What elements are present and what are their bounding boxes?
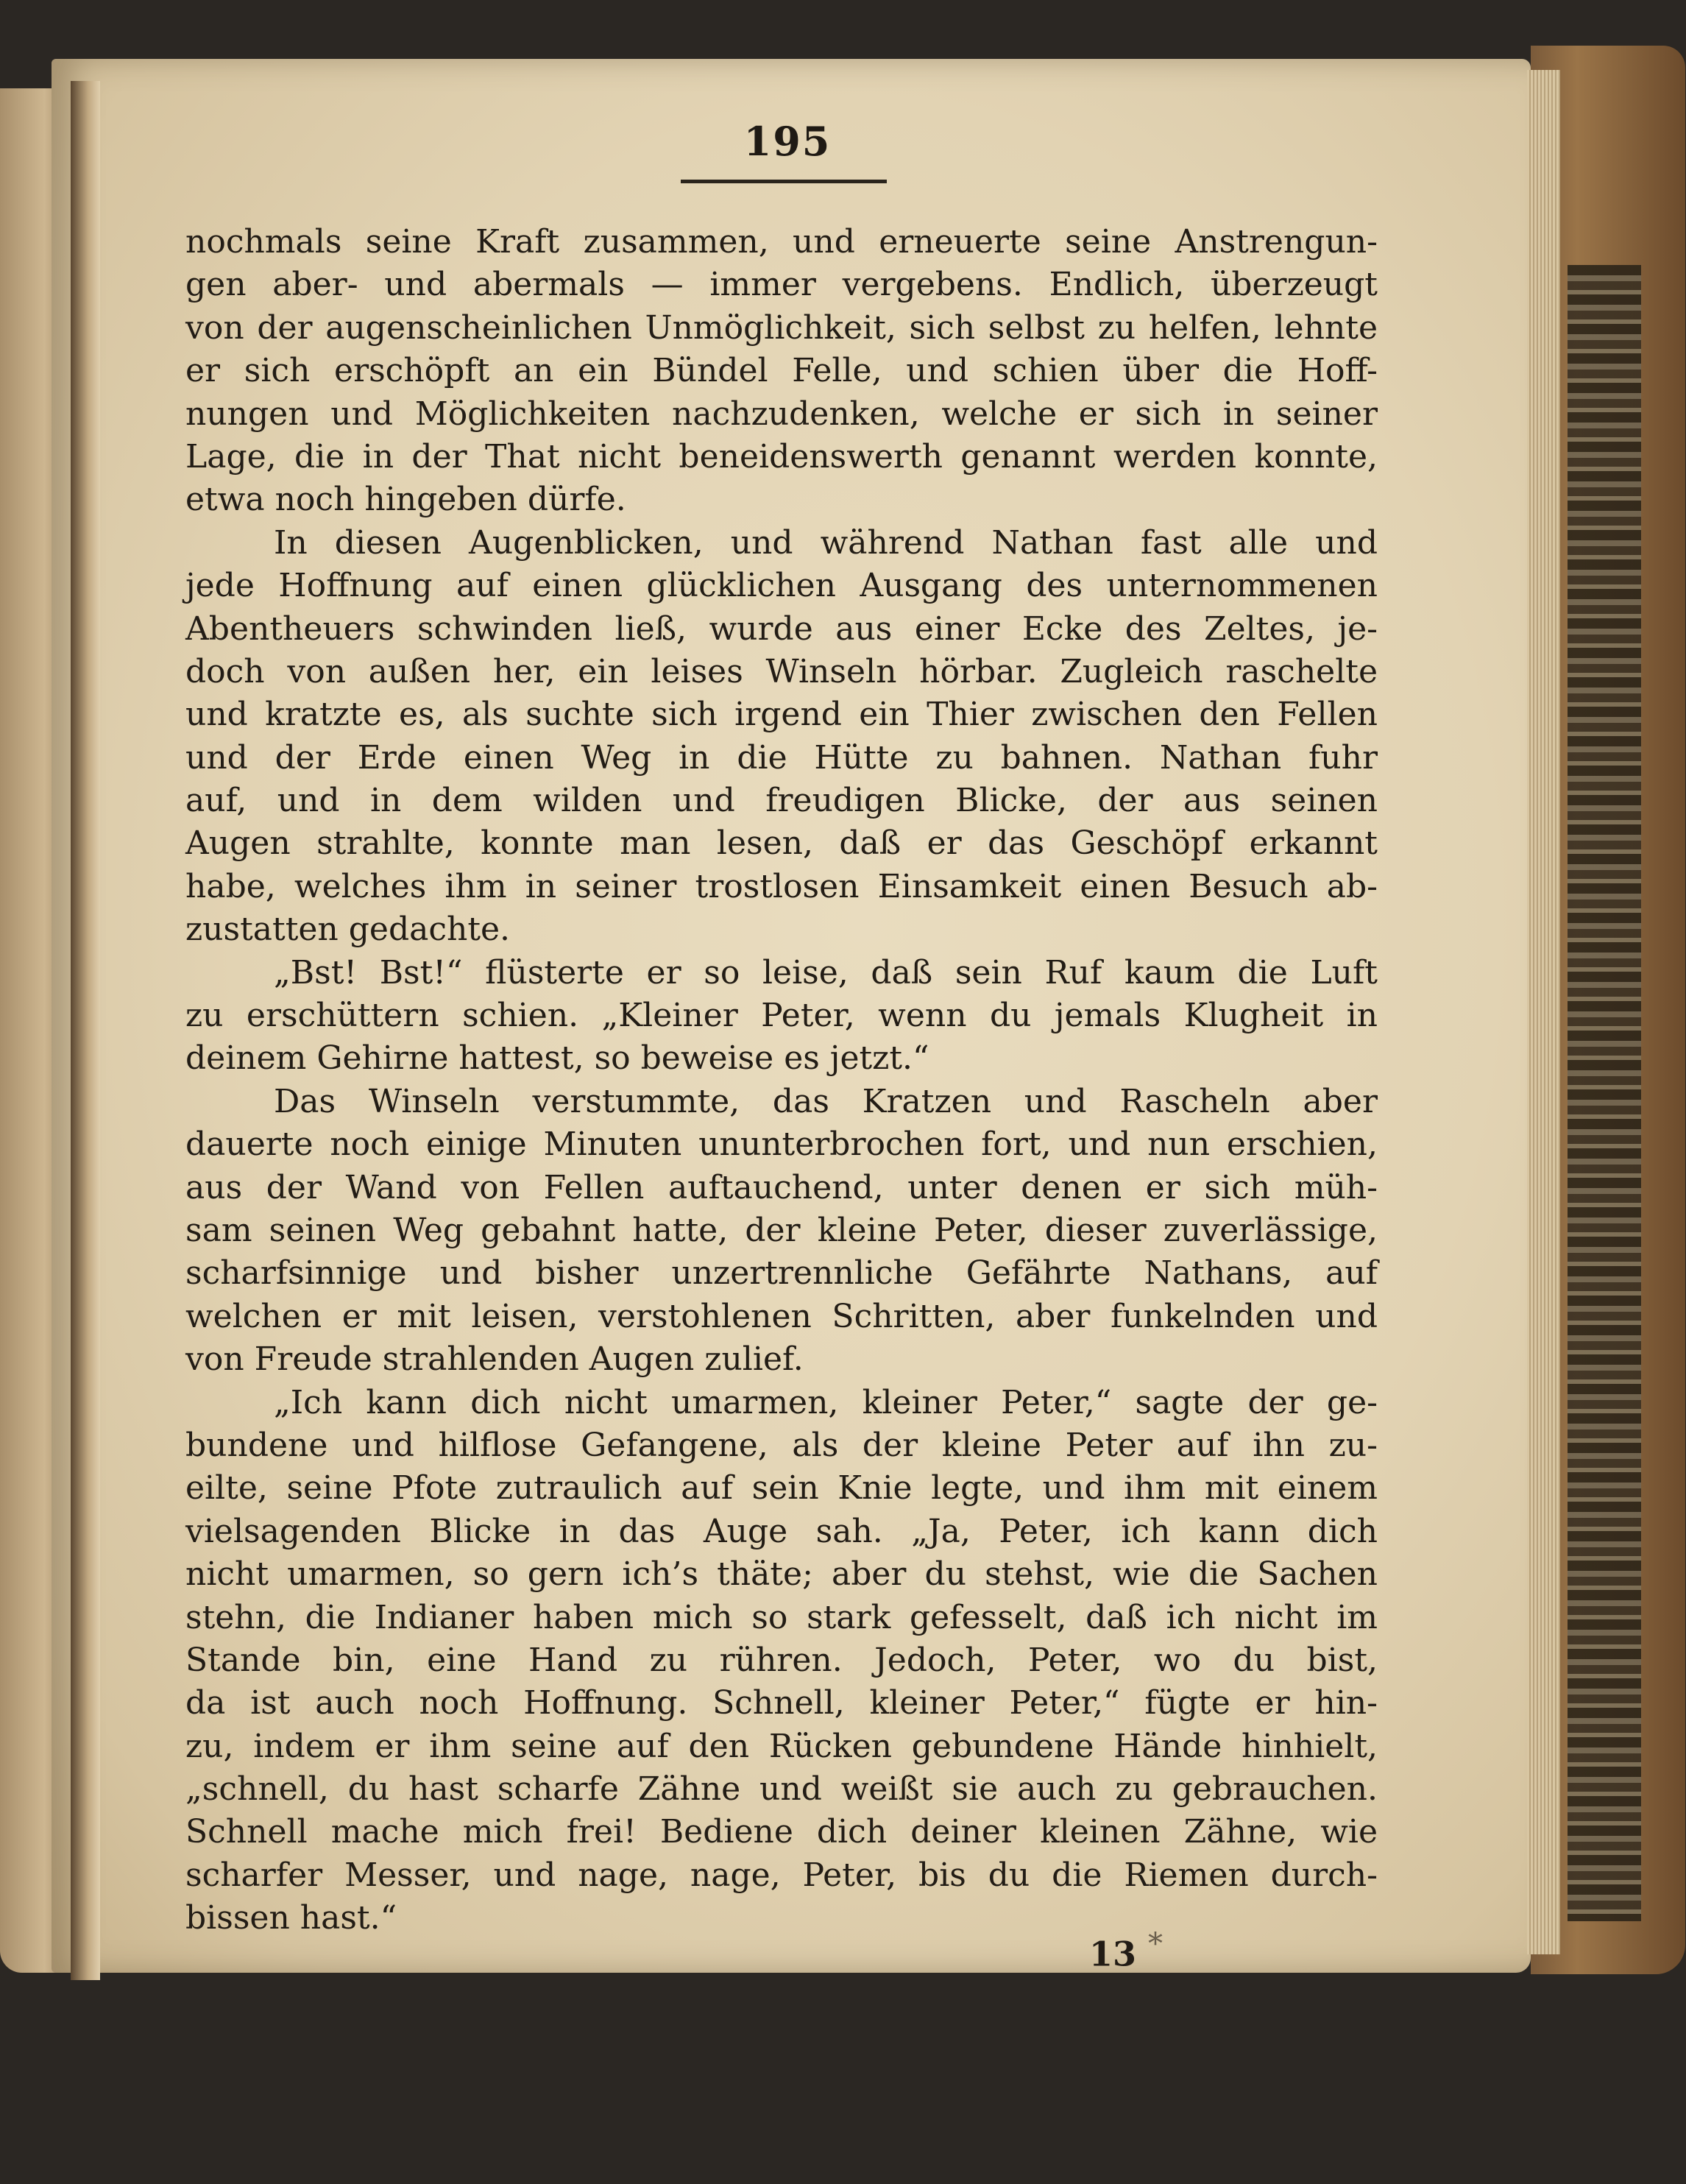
text-line: „schnell, du hast scharfe Zähne und weißt sie auch zu gebrauchen. [185,1770,1378,1809]
text-line: bundene und hilflose Gefangene, als der kleine Peter auf ihn zu- [185,1426,1378,1464]
text-line: Schnell mache mich frei! Bediene dich deiner kleinen Zähne, wie [185,1813,1378,1851]
text-line: nicht umarmen, so gern ich’s thäte; aber du stehst, wie die Sachen [185,1555,1378,1594]
text-line: zu, indem er ihm seine auf den Rücken gebundene Hände hinhielt, [185,1727,1378,1765]
page-number-rule [681,180,887,183]
text-line: vielsagenden Blicke in das Auge sah. „Ja, Peter, ich kann dich [185,1512,1378,1550]
text-line: „Bst! Bst!“ flüsterte er so leise, daß sein Ruf kaum die Luft [274,953,1378,992]
text-line: gen aber- und abermals — immer vergebens. Endlich, überzeugt [185,266,1378,304]
page-gutter [71,81,100,1980]
text-line: zustatten gedachte. [185,911,511,949]
text-line: stehn, die Indianer haben mich so stark gefesselt, daß ich nicht im [185,1598,1378,1636]
text-line: scharfer Messer, und nage, nage, Peter, bis du die Riemen durch- [185,1856,1378,1894]
text-line: Augen strahlte, konnte man lesen, daß er das Geschöpf erkannt [185,824,1378,863]
text-line: bissen hast.“ [185,1899,397,1937]
text-line: auf, und in dem wilden und freudigen Blicke, der aus seinen [185,782,1378,820]
page-number: 195 [743,118,832,165]
signature-star: * [1148,1927,1163,1961]
signature-number: 13 [1089,1934,1137,1974]
text-line: aus der Wand von Fellen auftauchend, unter denen er sich müh- [185,1168,1378,1206]
text-line: nochmals seine Kraft zusammen, und erneuerte seine Anstrengun- [185,223,1378,261]
text-line: Stande bin, eine Hand zu rühren. Jedoch, Peter, wo du bist, [185,1641,1378,1679]
text-line: jede Hoffnung auf einen glücklichen Ausgang des unternommenen [185,567,1378,605]
text-line: deinem Gehirne hattest, so beweise es jetzt.“ [185,1039,929,1078]
text-line: scharfsinnige und bisher unzertrennliche Gefährte Nathans, auf [185,1254,1378,1293]
text-line: Lage, die in der That nicht beneidenswerth genannt werden konnte, [185,437,1378,476]
page-stack-edges [1527,70,1560,1954]
text-line: welchen er mit leisen, verstohlenen Schritten, aber funkelnden und [185,1297,1378,1335]
text-line: „Ich kann dich nicht umarmen, kleiner Peter,“ sagte der ge- [274,1383,1378,1421]
body-text [185,221,1378,1940]
text-line: von Freude strahlenden Augen zulief. [185,1340,804,1379]
text-line: dauerte noch einige Minuten ununterbrochen fort, und nun erschien, [185,1125,1378,1164]
cover-spine-pattern [1568,265,1641,1921]
text-line: nungen und Möglichkeiten nachzudenken, welche er sich in seiner [185,395,1378,433]
text-line: eilte, seine Pfote zutraulich auf sein Knie legte, und ihm mit einem [185,1469,1378,1508]
text-line: von der augenscheinlichen Unmöglichkeit, sich selbst zu helfen, lehnte [185,308,1378,347]
text-line: zu erschüttern schien. „Kleiner Peter, wenn du jemals Klugheit in [185,997,1378,1035]
text-line: und kratzte es, als suchte sich irgend ein Thier zwischen den Fellen [185,696,1378,734]
text-line: In diesen Augenblicken, und während Nathan fast alle und [274,523,1378,562]
text-line: da ist auch noch Hoffnung. Schnell, kleiner Peter,“ fügte er hin- [185,1684,1378,1722]
text-line: er sich erschöpft an ein Bündel Felle, und schien über die Hoff- [185,352,1378,390]
text-line: habe, welches ihm in seiner trostlosen Einsamkeit einen Besuch ab- [185,867,1378,905]
text-line: doch von außen her, ein leises Winseln hörbar. Zugleich raschelte [185,652,1378,690]
text-line: sam seinen Weg gebahnt hatte, der kleine Peter, dieser zuverlässige, [185,1211,1378,1249]
text-line: etwa noch hingeben dürfe. [185,481,626,519]
printer-signature [1089,1927,1163,1973]
text-line: Abentheuers schwinden ließ, wurde aus einer Ecke des Zeltes, je- [185,609,1378,648]
text-line: Das Winseln verstummte, das Kratzen und Rascheln aber [274,1082,1378,1120]
text-line: und der Erde einen Weg in die Hütte zu bahnen. Nathan fuhr [185,738,1378,777]
